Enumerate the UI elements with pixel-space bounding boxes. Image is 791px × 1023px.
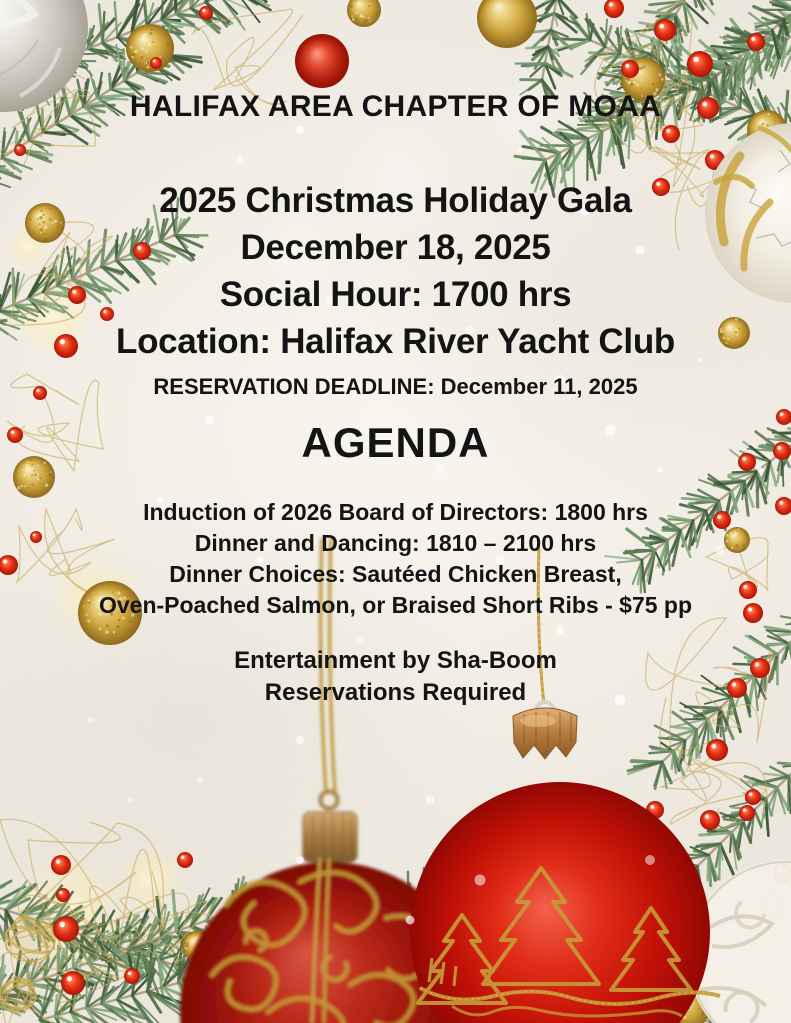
agenda-heading: AGENDA bbox=[301, 419, 490, 466]
red-glitter-bauble bbox=[295, 34, 349, 88]
agenda-line: Oven-Poached Salmon, or Braised Short Ribs - $75 pp bbox=[98, 592, 693, 618]
event-details bbox=[0, 177, 791, 365]
agenda-line: Induction of 2026 Board of Directors: 1800 hrs bbox=[143, 499, 648, 525]
entertainment-line: Entertainment by Sha-Boom bbox=[234, 647, 557, 674]
agenda-line: Dinner Choices: Sautéed Chicken Breast, bbox=[169, 561, 622, 587]
agenda-line: Dinner and Dancing: 1810 – 2100 hrs bbox=[194, 530, 597, 556]
event-social-hour: Social Hour: 1700 hrs bbox=[219, 275, 572, 314]
org-title: HALIFAX AREA CHAPTER OF MOAA bbox=[129, 90, 662, 123]
agenda-lines bbox=[0, 497, 791, 621]
event-title: 2025 Christmas Holiday Gala bbox=[159, 181, 632, 220]
event-date: December 18, 2025 bbox=[240, 228, 551, 267]
reservations-line: Reservations Required bbox=[264, 679, 527, 706]
entertainment-block bbox=[0, 645, 791, 709]
gold-glitter-bauble bbox=[477, 0, 537, 48]
event-location: Location: Halifax River Yacht Club bbox=[115, 322, 675, 361]
reservation-deadline: RESERVATION DEADLINE: December 11, 2025 bbox=[153, 374, 638, 399]
